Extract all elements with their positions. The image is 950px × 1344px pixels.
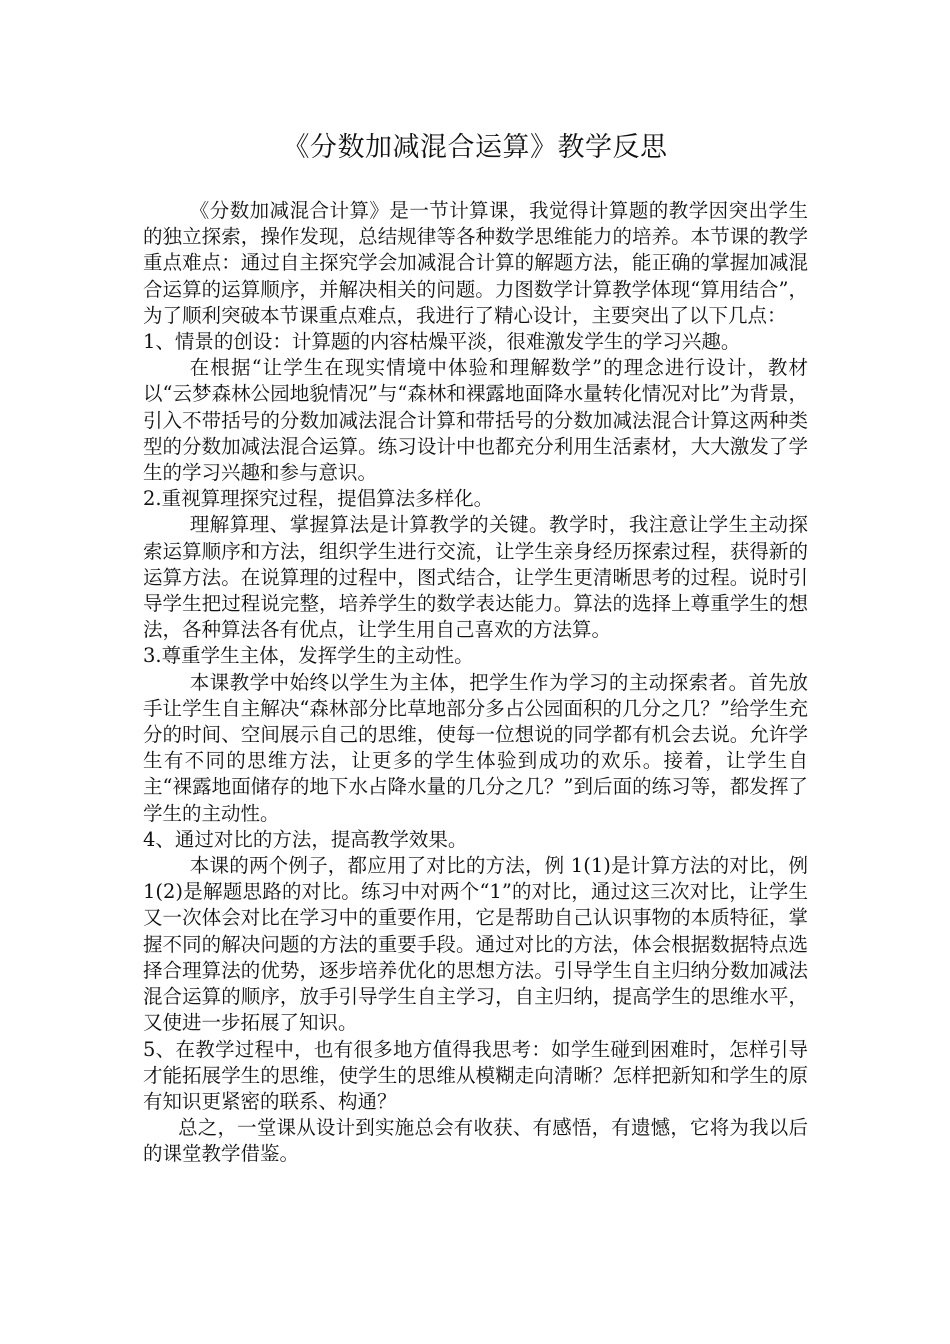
point-5-paragraph: 5、在教学过程中，也有很多地方值得我思考：如学生碰到困难时，怎样引导才能拓展学生的思维，使学生的思维从模糊走向清晰？怎样把新知和学生的原有知识更紧密的联系、构通？ xyxy=(143,1037,808,1113)
point-2-paragraph: 理解算理、掌握算法是计算教学的关键。教学时，我注意让学生主动探索运算顺序和方法，组织学生进行交流，让学生亲身经历探索过程，获得新的运算方法。在说算理的过程中，图式结合，让学生更清晰思考的过程。说时引导学生把过程说完整，培养学生的数学表达能力。算法的选择上尊重学生的想法，各种算法各有优点，让学生用自己喜欢的方法算。 xyxy=(143,513,808,642)
point-4-heading: 4、通过对比的方法，提高教学效果。 xyxy=(143,827,468,851)
point-1-paragraph: 在根据“让学生在现实情境中体验和理解数学”的理念进行设计，教材以“云梦森林公园地貌情况”与“森林和裸露地面降水量转化情况对比”为背景，引入不带括号的分数加减法混合计算和带括号的分数加减法混合计算这两种类型的分数加减法混合运算。练习设计中也都充分利用生活素材，大大激发了学生的学习兴趣和参与意识。 xyxy=(143,356,808,485)
point-3-paragraph: 本课教学中始终以学生为主体，把学生作为学习的主动探索者。首先放手让学生自主解决“森林部分比草地部分多占公园面积的几分之几？”给学生充分的时间、空间展示自己的思维，使每一位想说的同学都有机会去说。允许学生有不同的思维方法，让更多的学生体验到成功的欢乐。接着，让学生自主“裸露地面储存的地下水占降水量的几分之几？”到后面的练习等，都发挥了学生的主动性。 xyxy=(143,670,808,825)
point-4-paragraph: 本课的两个例子，都应用了对比的方法，例 1(1)是计算方法的对比，例 1(2)是解题思路的对比。练习中对两个“1”的对比，通过这三次对比，让学生又一次体会对比在学习中的重要作用，它是帮助自己认识事物的本质特征，掌握不同的解决问题的方法的重要手段。通过对比的方法，体会根据数据特点选择合理算法的优势，逐步培养优化的思想方法。引导学生自主归纳分数加减法混合运算的顺序，放手引导学生自主学习，自主归纳，提高学生的思维水平，又使进一步拓展了知识。 xyxy=(143,854,808,1035)
point-2-heading: 2.重视算理探究过程，提倡算法多样化。 xyxy=(143,487,494,511)
document-body xyxy=(143,198,808,1168)
intro-paragraph: 《分数加减混合计算》是一节计算课，我觉得计算题的教学因突出学生的独立探索，操作发现，总结规律等各种数学思维能力的培养。本节课的教学重点难点：通过自主探究学会加减混合计算的解题方法，能正确的掌握加减混合运算的运算顺序，并解决相关的问题。力图数学计算教学体现“算用结合”，为了顺利突破本节课重点难点，我进行了精心设计，主要突出了以下几点： xyxy=(143,199,808,327)
point-1-heading: 1、情景的创设：计算题的内容枯燥平淡，很难激发学生的学习兴趣。 xyxy=(143,330,741,354)
document-title: 《分数加减混合运算》教学反思 xyxy=(282,132,668,163)
conclusion-paragraph: 总之，一堂课从设计到实施总会有收获、有感悟，有遗憾，它将为我以后的课堂教学借鉴。 xyxy=(143,1116,808,1166)
point-3-heading: 3.尊重学生主体，发挥学生的主动性。 xyxy=(143,644,474,668)
